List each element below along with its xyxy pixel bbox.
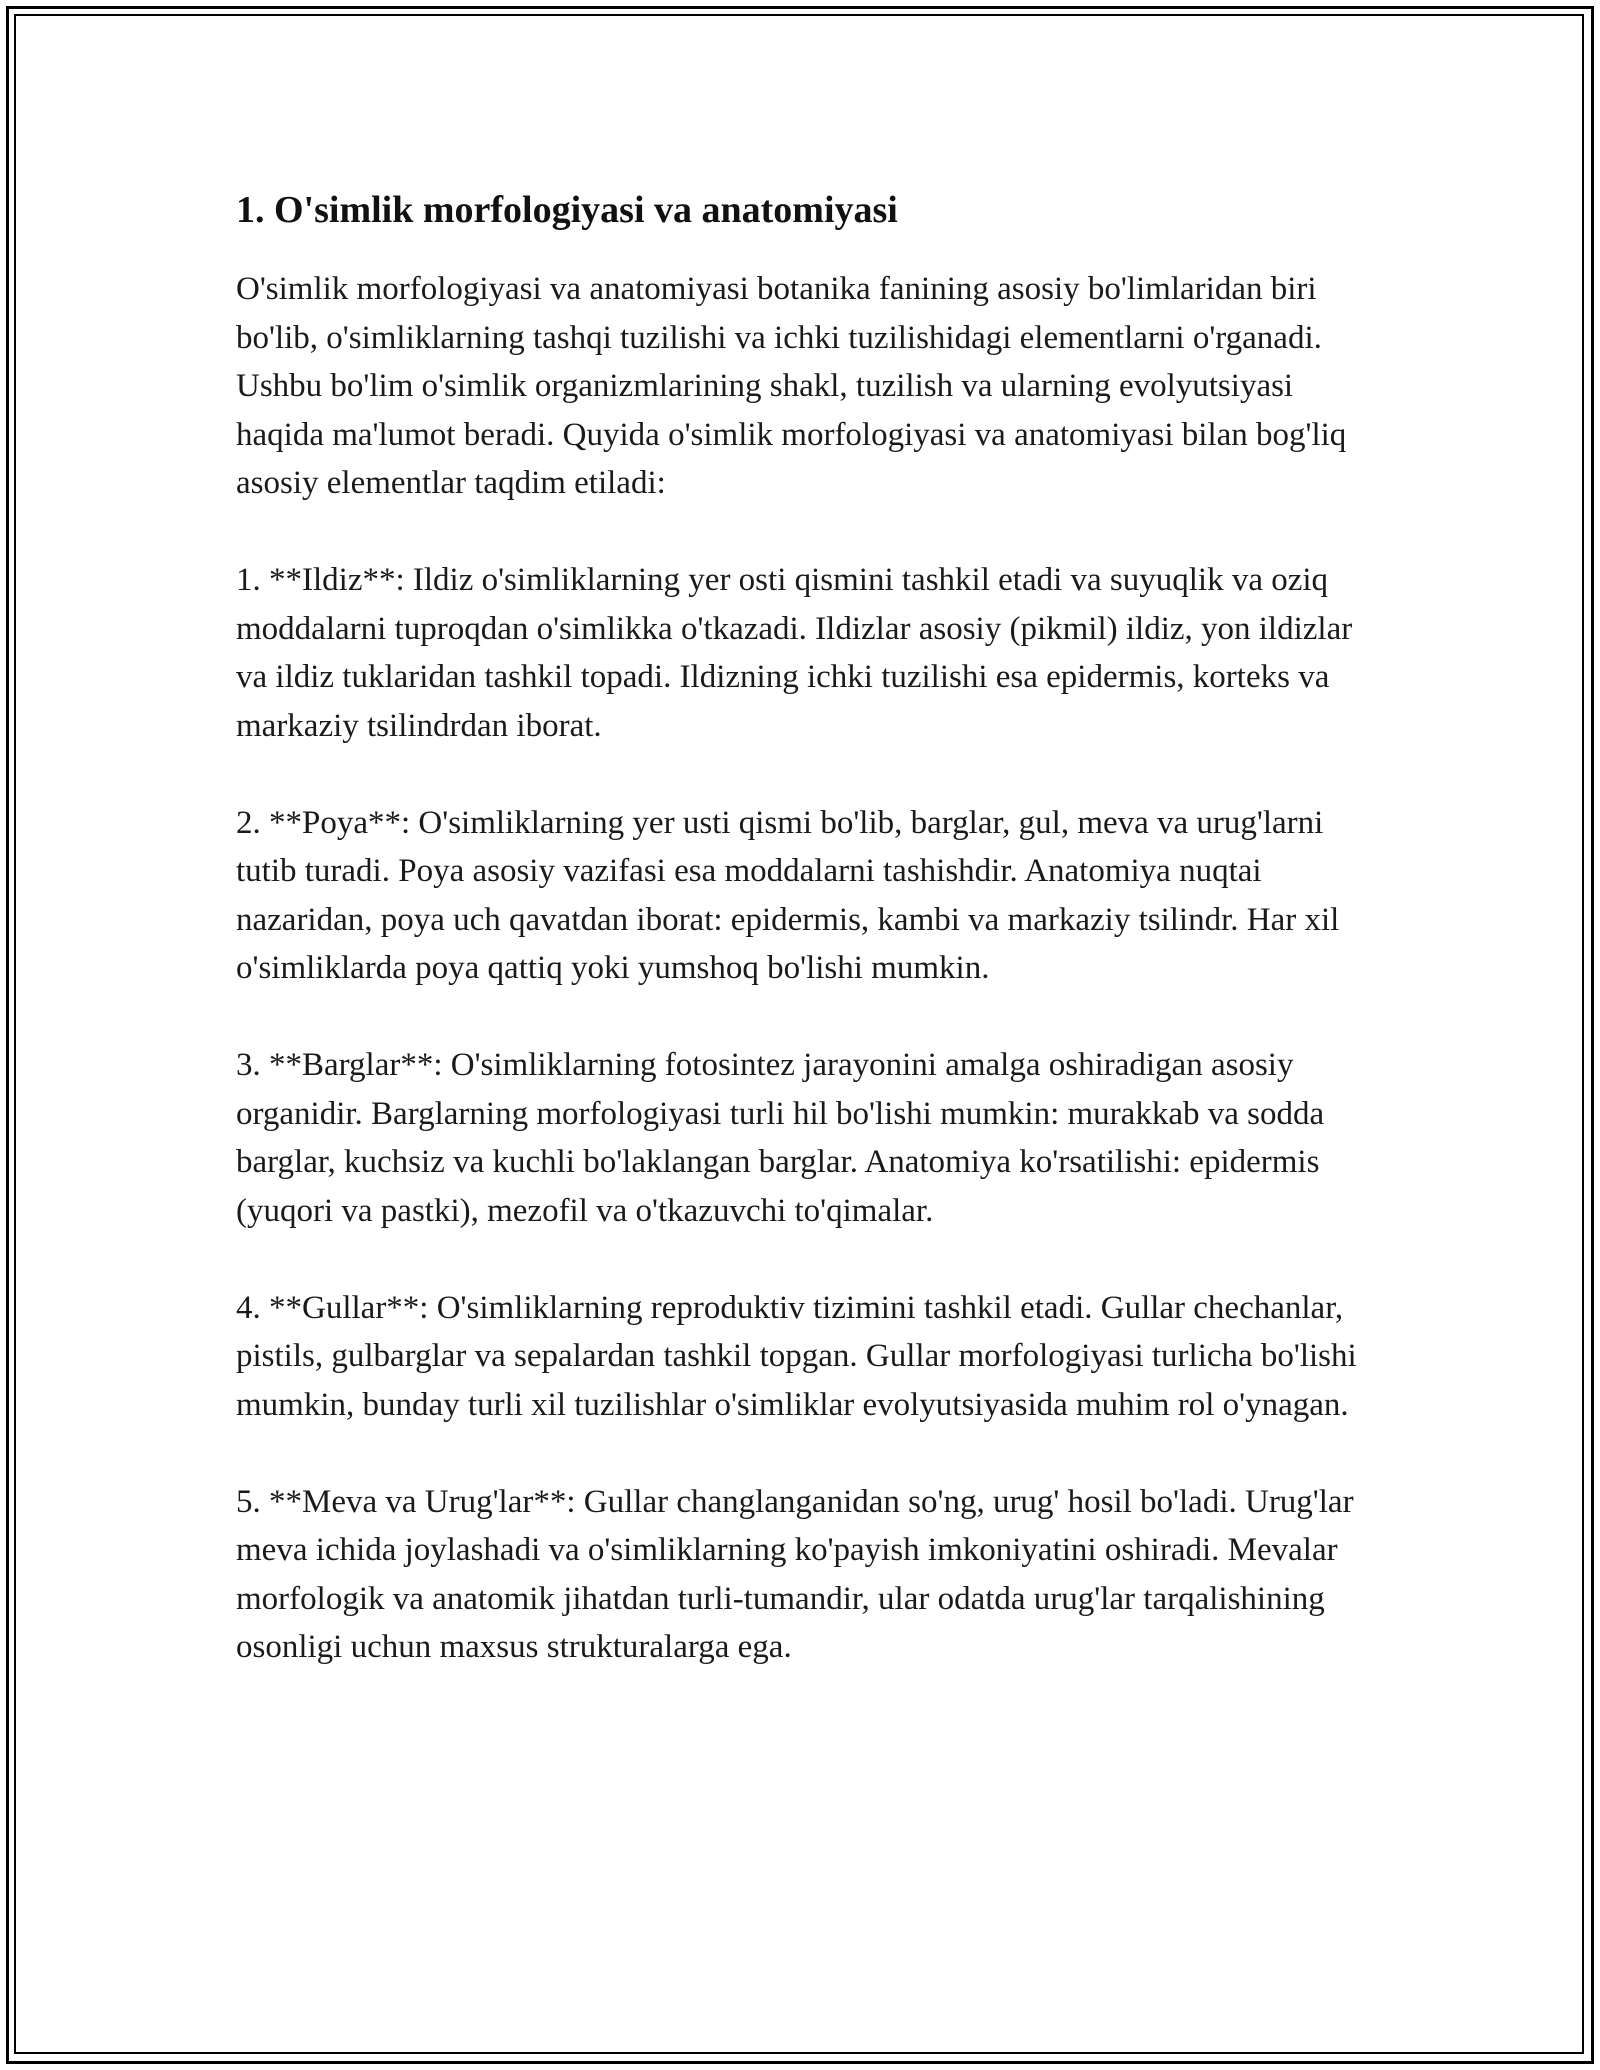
document-body — [236, 185, 1366, 1720]
list-item-gullar: 4. **Gullar**: O'simliklarning reproduktiv tizimini tashkil etadi. Gullar chechanlar, pistils, gulbarglar va sepalardan tashkil topgan. Gullar morfologiyasi turlicha bo'lishi mumkin, bunday turli xil tuzilishlar o'simliklar evolyutsiyasida muhim rol o'ynagan. — [236, 1289, 1357, 1423]
intro-paragraph: O'simlik morfologiyasi va anatomiyasi botanika fanining asosiy bo'limlaridan biri bo'lib, o'simliklarning tashqi tuzilishi va ichki tuzilishidagi elementlarni o'rganadi. Ushbu bo'lim o'simlik organizmlarining shakl, tuzilish va ularning evolyutsiyasi haqida ma'lumot beradi. Quyida o'simlik morfologiyasi va anatomiyasi bilan bog'liq asosiy elementlar taqdim etiladi: — [236, 271, 1347, 501]
document-title: 1. O'simlik morfologiyasi va anatomiyasi — [236, 189, 898, 231]
list-item-ildiz: 1. **Ildiz**: Ildiz o'simliklarning yer osti qismini tashkil etadi va suyuqlik va oziq moddalarni tuproqdan o'simlikka o'tkazadi. Ildizlar asosiy (pikmil) ildiz, yon ildizlar va ildiz tuklaridan tashkil topadi. Ildizning ichki tuzilishi esa epidermis, korteks va markaziy tsilindrdan iborat. — [236, 562, 1353, 744]
list-item-barglar: 3. **Barglar**: O'simliklarning fotosintez jarayonini amalga oshiradigan asosiy organidir. Barglarning morfologiyasi turli hil bo'lishi mumkin: murakkab va sodda barglar, kuchsiz va kuchli bo'laklangan barglar. Anatomiya ko'rsatilishi: epidermis (yuqori va pastki), mezofil va o'tkazuvchi to'qimalar. — [236, 1047, 1325, 1229]
list-item-meva-urug: 5. **Meva va Urug'lar**: Gullar changlanganidan so'ng, urug' hosil bo'ladi. Urug'lar meva ichida joylashadi va o'simliklarning ko'payish imkoniyatini oshiradi. Mevalar morfologik va anatomik jihatdan turli-tumandir, ular odatda urug'lar tarqalishining osonligi uchun maxsus strukturalarga ega. — [236, 1483, 1354, 1665]
list-item-poya: 2. **Poya**: O'simliklarning yer usti qismi bo'lib, barglar, gul, meva va urug'larni tutib turadi. Poya asosiy vazifasi esa moddalarni tashishdir. Anatomiya nuqtai nazaridan, poya uch qavatdan iborat: epidermis, kambi va markaziy tsilindr. Har xil o'simliklarda poya qattiq yoki yumshoq bo'lishi mumkin. — [236, 804, 1340, 986]
